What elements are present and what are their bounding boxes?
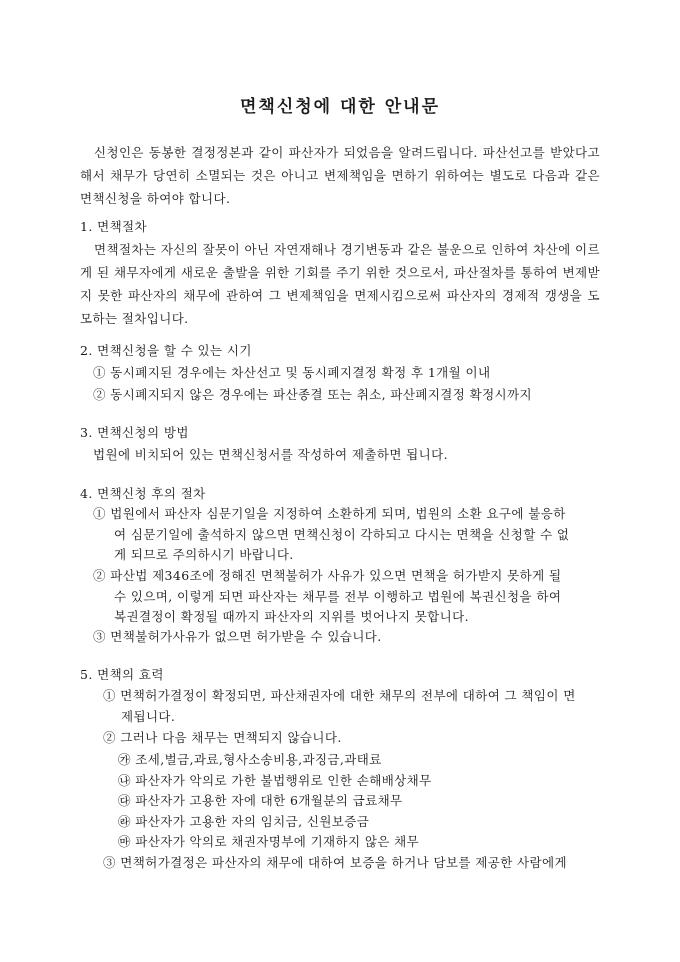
section-2-item-2: ② 동시폐지되지 않은 경우에는 파산종결 또는 취소, 파산폐지결정 확정시까지	[93, 387, 532, 402]
section-4-item-2-line-1: ② 파산법 제346조에 정해진 면책불허가 사유가 있으면 면책을 허가받지 못하게 될	[93, 568, 562, 583]
section-5-item-3: ③ 면책허가결정은 파산자의 채무에 대하여 보증을 하거나 담보를 제공한 사람에게	[103, 855, 567, 870]
section-5-item-2: ② 그러나 다음 채무는 면책되지 않습니다.	[103, 730, 342, 745]
section-5-heading: 5. 면책의 효력	[80, 667, 164, 682]
section-4-item-2-line-2: 수 있으며, 이렇게 되면 파산자는 채무를 전부 이행하고 법원에 복권신청을 하여	[114, 589, 562, 604]
section-3-heading: 3. 면책신청의 방법	[80, 425, 189, 440]
section-2-heading: 2. 면책신청을 할 수 있는 시기	[80, 343, 252, 358]
section-5-subitem-3: ㉰ 파산자가 고용한 자에 대한 6개월분의 급료채무	[118, 793, 403, 808]
section-4-item-1-line-2: 여 심문기일에 출석하지 않으면 면책신청이 각하되고 다시는 면책을 신청할 수 없	[114, 527, 570, 542]
section-1-heading: 1. 면책절차	[80, 219, 147, 234]
intro-paragraph: 신청인은 동봉한 결정정본과 같이 파산자가 되었음을 알려드립니다. 파산선고를 받았다고 해서 채무가 당연히 소멸되는 것은 아니고 변제책임을 면하기 위하여는 별도로 다음과 같은 면책신청을 하여야 합니다.	[80, 145, 600, 206]
section-1-body: 면책절차는 자신의 잘못이 아닌 자연재해나 경기변동과 같은 불운으로 인하여 차산에 이르게 된 채무자에게 새로운 출발을 위한 기회를 주기 위한 것으로서, 파산절차를 통하여 변제받지 못한 파산자의 채무에 관하여 그 변제책임을 면제시킴으로써 파산자의 경제적 갱생을 도모하는 절차입니다.	[80, 242, 600, 326]
document-title: 면책신청에 대한 안내문	[239, 97, 441, 117]
section-3-body: 법원에 비치되어 있는 면책신청서를 작성하여 제출하면 됩니다.	[93, 447, 448, 462]
section-5-subitem-5: ㉲ 파산자가 악의로 채권자명부에 기재하지 않은 채무	[118, 834, 420, 849]
section-4-item-3: ③ 면책불허가사유가 없으면 허가받을 수 있습니다.	[93, 629, 382, 644]
section-4-item-1-line-3: 게 되므로 주의하시기 바랍니다.	[114, 547, 294, 562]
section-4-heading: 4. 면책신청 후의 절차	[80, 486, 206, 501]
section-4-item-1-line-1: ① 법원에서 파산자 심문기일을 지정하여 소환하게 되며, 법원의 소환 요구에 불응하	[93, 506, 566, 521]
section-5-item-1-line-2: 제됩니다.	[121, 709, 176, 724]
section-5-subitem-1: ㉮ 조세,벌금,과료,형사소송비용,과징금,과태료	[118, 752, 382, 767]
section-5-subitem-4: ㉱ 파산자가 고용한 자의 임치금, 신원보증금	[118, 814, 370, 829]
section-5-subitem-2: ㉯ 파산자가 악의로 가한 불법행위로 인한 손해배상채무	[118, 773, 432, 788]
section-2-item-1: ① 동시폐지된 경우에는 차산선고 및 동시폐지결정 확정 후 1개월 이내	[93, 365, 491, 380]
section-5-item-1-line-1: ① 면책허가결정이 확정되면, 파산채권자에 대한 채무의 전부에 대하여 그 책임이 면	[103, 688, 576, 703]
section-4-item-2-line-3: 복권결정이 확정될 때까지 파산자의 지위를 벗어나지 못합니다.	[114, 609, 469, 624]
